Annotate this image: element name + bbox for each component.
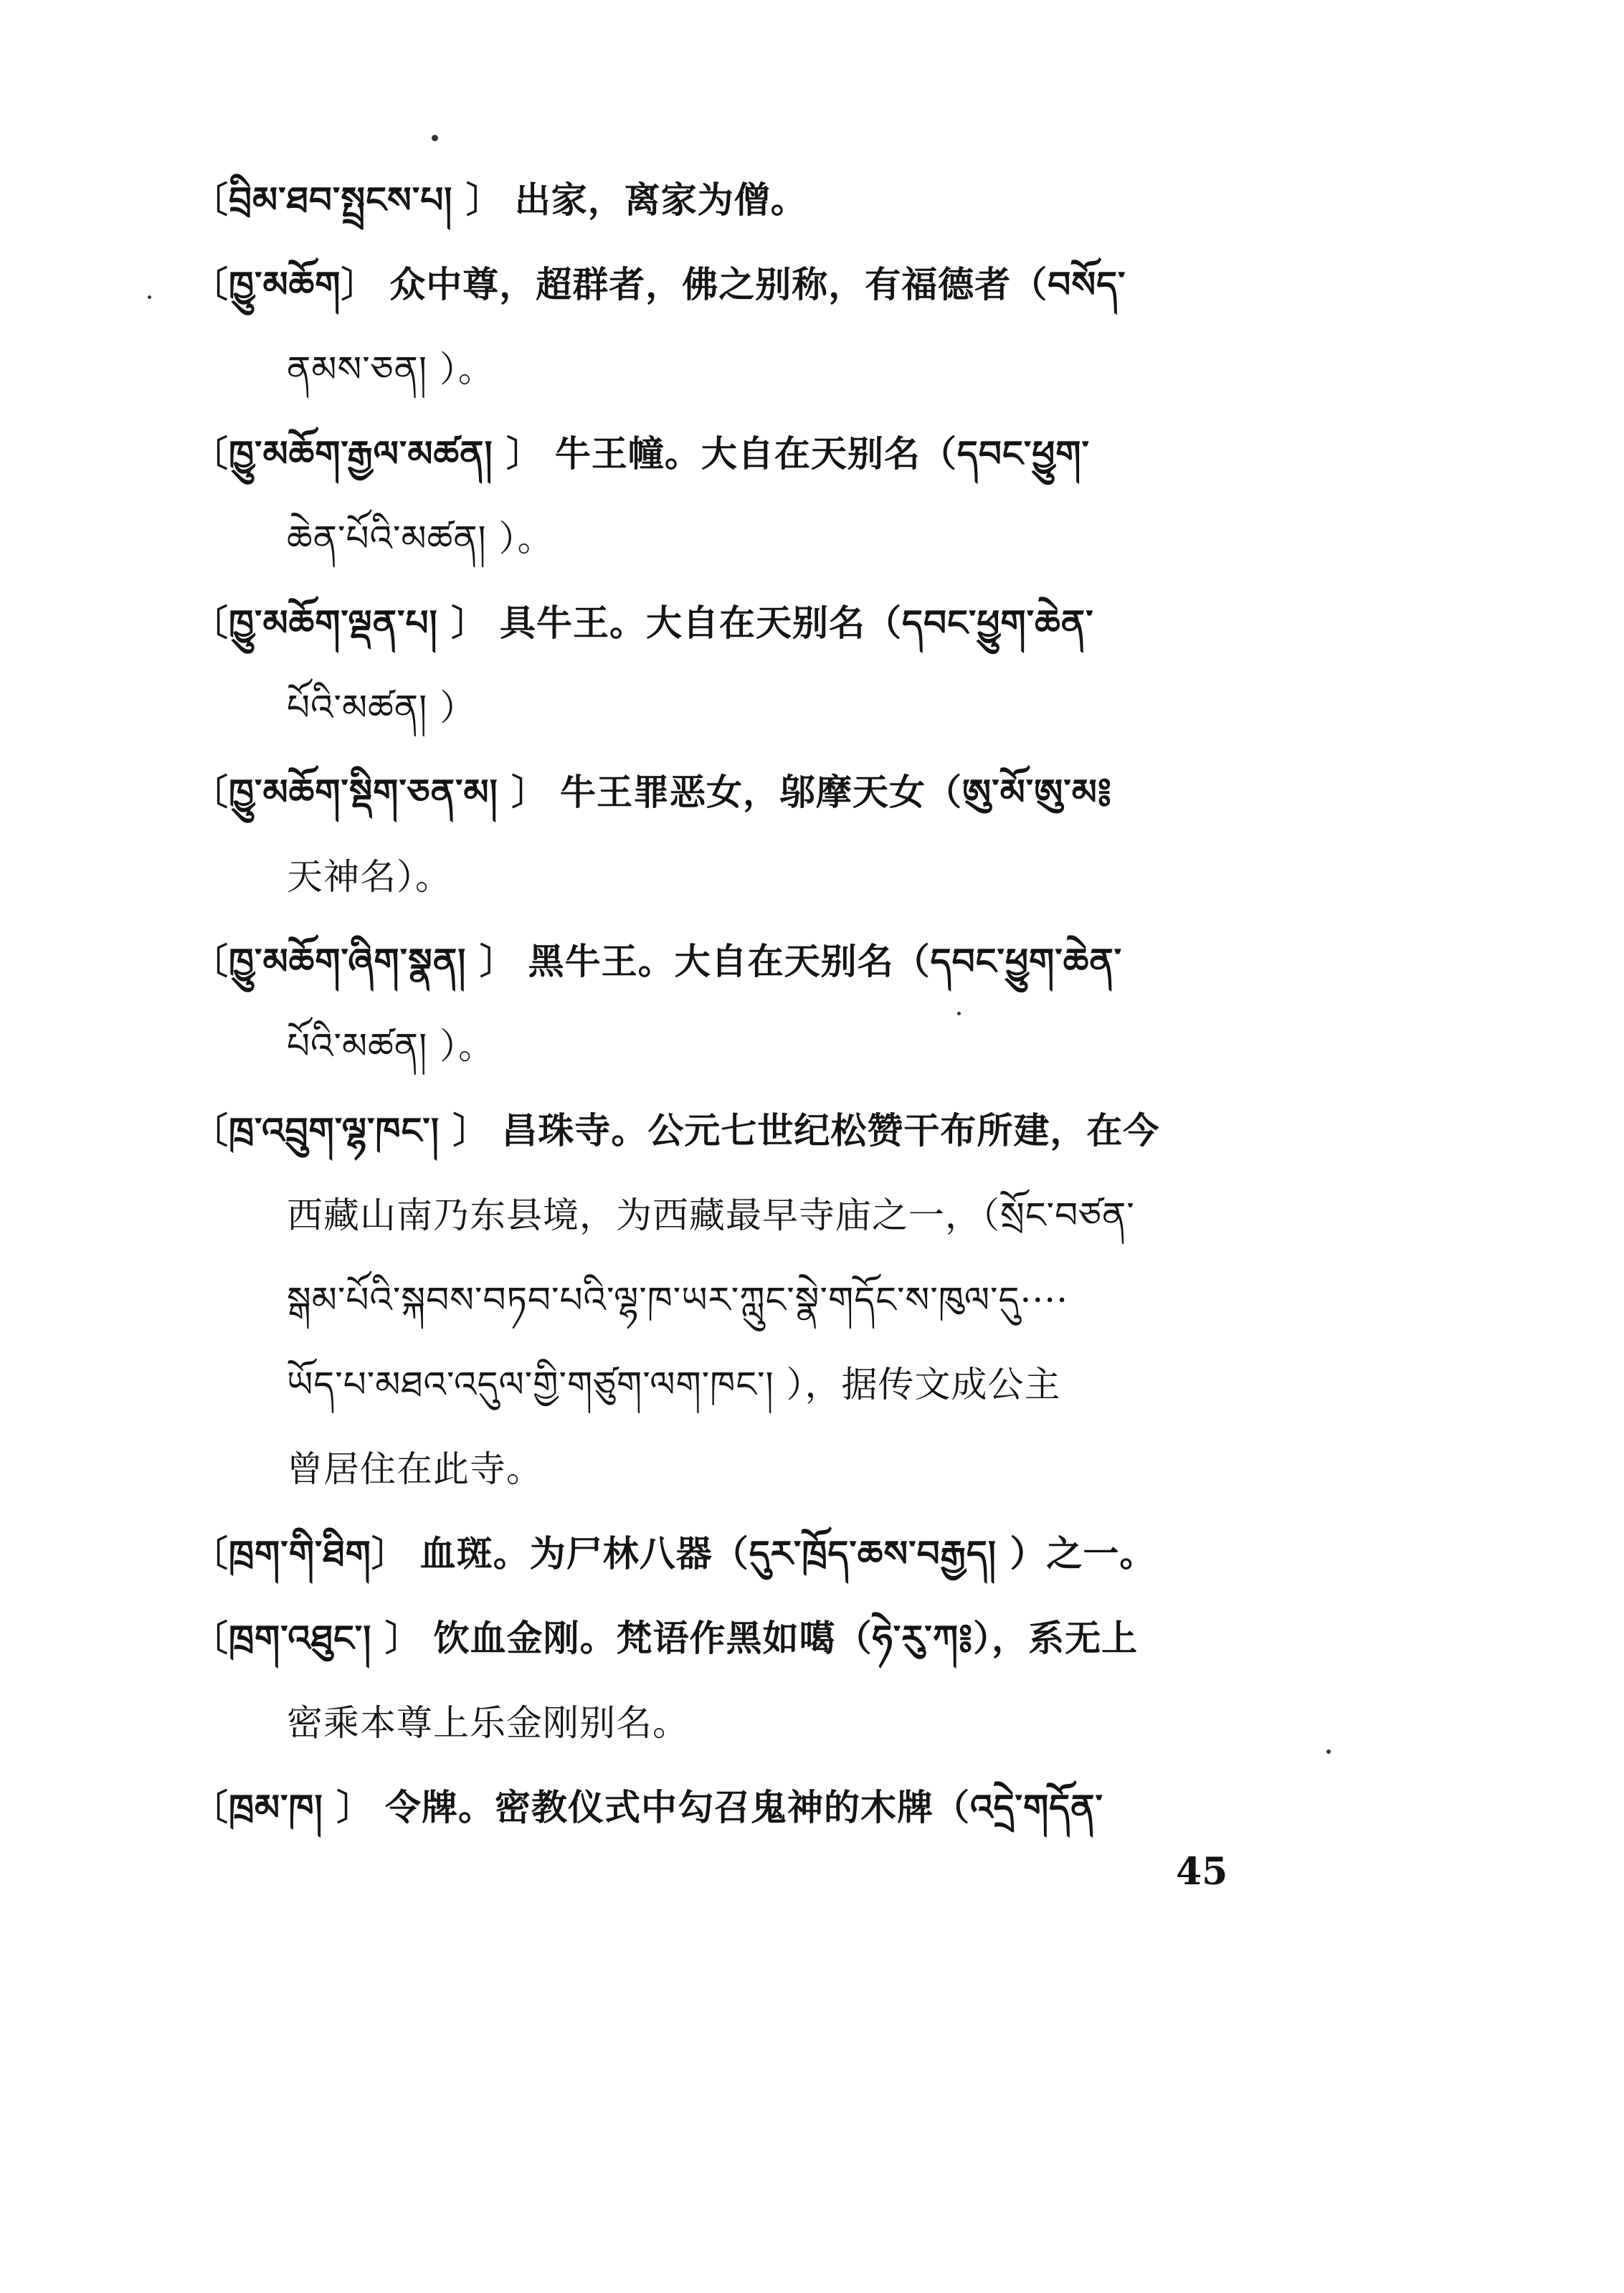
dictionary-entry [192,242,1289,412]
entry-continuation-line: པོའི་མཚན། ） [287,687,477,728]
entry-definition: 昌珠寺。公元七世纪松赞干布所建，在今 [501,1109,1160,1152]
entry-headword: 〔བྲིམ་ཐབ་སྤྲངས་པ། 〕 [192,179,503,221]
entry-definition: 具牛王。大自在天别名（དབང་ཕྱུག་ཆེན་ [500,602,1094,644]
entry-continuation-line: ནམས་ཅན། ）。 [287,348,495,390]
entry-definition: 出家，离家为僧。 [514,179,807,221]
entry-continuation-line: 曾居住在此寺。 [287,1448,543,1490]
entry-continuation-line: སྒམ་པོའི་སྐབས་བཏབ་པའི་ལྷ་ཁ་ཡར་ཀླུང་སྣེ་གདོང་ས་ཁུལ་དུ···· [287,1279,1069,1321]
entry-continuation-line: པོའི་མཚན། ）。 [287,1025,495,1067]
entry-definition: 黑牛王。大自在天别名（དབང་ཕྱུག་ཆེན་ [528,940,1123,982]
speck [432,135,438,141]
entry-headword: 〔ཁྱུ་མཆོག་ལྡན་པ། 〕 [192,602,488,644]
entry-definition: 饮血金刚。梵语作黑如噶（ཧེ་རུ་ཀ༔），系无上 [433,1617,1139,1659]
entry-headword: 〔ཁྲ་འབྲུག་ལྷ་ཁང་། 〕 [192,1109,490,1152]
entry-line [192,242,1289,327]
entry-line [192,158,1289,242]
speck [148,295,151,299]
page-number: 45 [1176,1850,1228,1894]
entry-headword: 〔ཁྲག་འཐུང་། 〕 [192,1617,422,1659]
speck [1326,1750,1331,1754]
dictionary-entry [192,1596,1289,1765]
entry-continuation-line: 密乘本尊上乐金刚别名。 [287,1702,689,1744]
entry-headword: 〔ཁྲམ་ཁ། 〕 [192,1786,374,1828]
dictionary-entry [192,1511,1289,1596]
entry-continuation-line: ཡོད་པ་མཐའ་འདུལ་གྱི་གཙུག་ལག་ཁང་། ），据传文成公主 [287,1364,1061,1405]
entry-continuation-line: ཆེན་པོའི་མཚན། ）。 [287,518,554,559]
entry-headword: 〔ཁྱུ་མཆོག〕 [192,263,378,305]
dictionary-entry [192,158,1289,242]
entry-continuation-line: 西藏山南乃东县境，为西藏最早寺庙之一，（སྲོང་བཙན་ [287,1195,1135,1236]
entry-line [192,1511,1289,1596]
entry-headword: 〔ཁྲག་གི་ཐིག〕 [192,1532,408,1575]
entry-continuation-line: 天神名）。 [287,856,452,898]
entry-line [192,412,1289,496]
dictionary-entry [192,919,1289,1088]
entry-line [192,581,1289,665]
entry-definition: 令牌。密教仪式中勾召鬼神的木牌（འདྲེ་གདོན་ [385,1786,1103,1828]
dictionary-entry [192,581,1289,750]
entry-definition: 血斑。为尸林八器（དུར་ཁྲོད་ཆས་བརྒྱད། ）之一。 [419,1532,1157,1575]
entry-line [192,919,1289,1004]
entry-definition: 牛王罪恶女，邬摩天女（ཨུ་མོ་ཨུ་མ༔ [560,771,1112,813]
dictionary-entry [192,412,1289,581]
entry-line [192,1596,1289,1681]
dictionary-entry [192,1088,1289,1511]
entry-line [192,1088,1289,1173]
entry-line [192,1765,1289,1850]
dictionary-entry [192,750,1289,919]
entry-definition: 牛王幢。大自在天别名（དབང་ཕྱུག་ [554,432,1090,475]
dictionary-entry [192,1765,1289,1850]
entry-definition: 众中尊，超群者，佛之别称，有福德者（བསོད་ [389,263,1126,305]
entry-line [192,750,1289,835]
entry-headword: 〔ཁྱུ་མཆོག་སྡིག་ཅན་མ། 〕 [192,771,549,813]
entry-headword: 〔ཁྱུ་མཆོག་རྒྱལ་མཚན། 〕 [192,432,543,475]
entry-headword: 〔ཁྱུ་མཆོག་ཞིག་སྣན། 〕 [192,940,516,982]
